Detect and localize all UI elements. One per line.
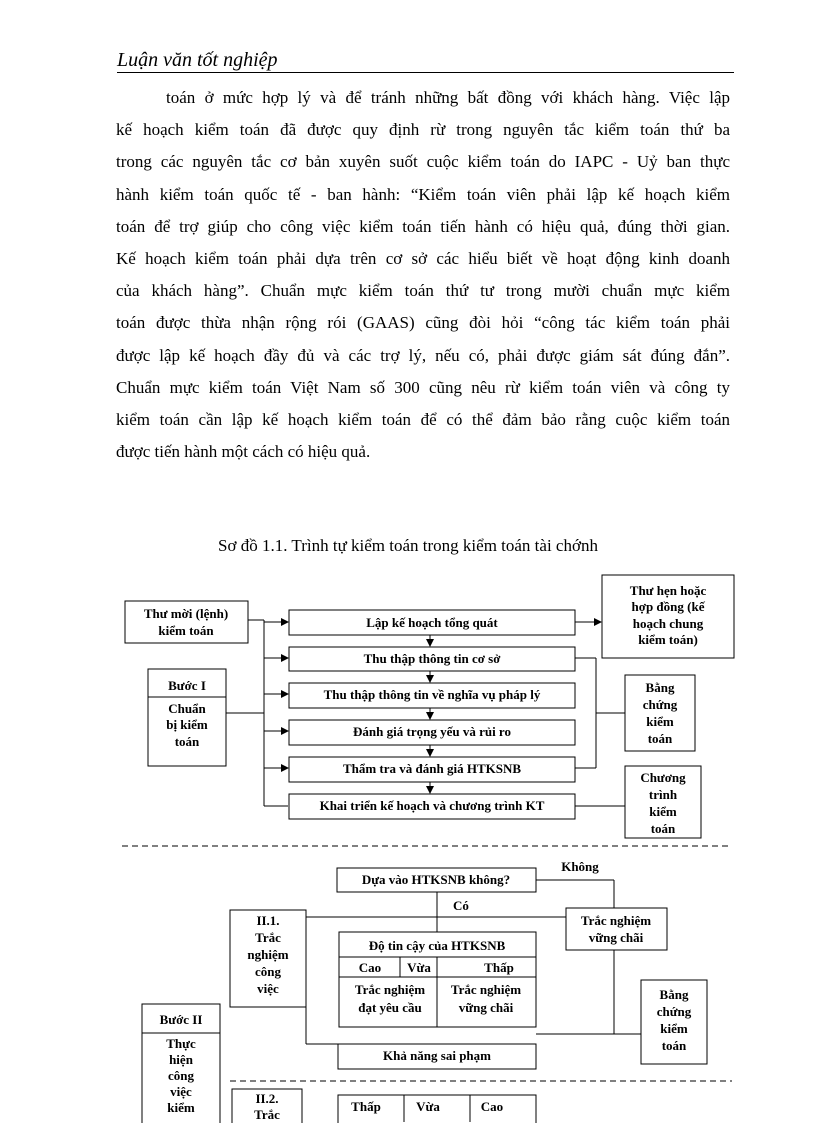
- step2-line: kiểm: [167, 1100, 195, 1115]
- evidence2-line: chứng: [656, 1004, 692, 1019]
- plan-step-label: Lập kế hoạch tổng quát: [366, 615, 498, 630]
- step2-line: hiện: [169, 1052, 193, 1067]
- diagram-caption: Sơ đồ 1.1. Trình tự kiểm toán trong kiểm toán tài chớnh: [218, 536, 598, 555]
- no-label: Không: [561, 859, 599, 874]
- level-label: Cao: [358, 960, 382, 975]
- text-line: hành kiểm toán quốc tế - ban hành: “Kiểm toán viên phải lập kế hoạch kiểm: [116, 184, 730, 204]
- ii2-line: II.2.: [255, 1091, 279, 1106]
- evidence-box-1: [625, 675, 695, 751]
- level2-label: Thấp: [351, 1099, 381, 1114]
- evidence-box-2: [641, 980, 707, 1064]
- invite-line: kiểm toán: [158, 623, 214, 638]
- step1-line: toán: [174, 734, 200, 749]
- step2-line: công: [168, 1068, 194, 1083]
- text-line: kiểm toán cần lập kế hoạch kiểm toán để có thể đảm bảo rằng cuộc kiểm toán: [116, 409, 730, 429]
- reliability-title: Độ tin cậy của HTKSNB: [368, 938, 506, 953]
- misstatement-label: Khả năng sai phạm: [382, 1048, 492, 1063]
- step1-title: Bước I: [168, 678, 206, 693]
- test-firm-inner-line: Trắc nghiệm: [450, 982, 522, 997]
- contract-line: hoạch chung: [632, 616, 704, 631]
- evidence2-line: toán: [661, 1038, 687, 1053]
- program-line: toán: [650, 821, 676, 836]
- yes-label: Có: [453, 898, 469, 913]
- ii1-line: Trắc: [255, 930, 281, 945]
- ii1-line: việc: [257, 981, 279, 996]
- text-line: kế hoạch kiểm toán đã được quy định rừ trong nguyên tắc kiểm toán thứ ba: [116, 120, 730, 140]
- text-line: toán được thừa nhận rộng rói (GAAS) cũng đòi hỏi “công tác kiểm toán phải: [116, 313, 730, 333]
- text-line: được tiến hành một cách có hiệu quả.: [116, 442, 371, 462]
- plan-step-label: Thu thập thông tin về nghĩa vụ pháp lý: [323, 687, 541, 702]
- firm-test-box: [566, 908, 667, 950]
- program-line: trình: [648, 787, 678, 802]
- step1-box: [148, 669, 226, 766]
- evidence1-line: Bằng: [645, 680, 675, 695]
- program-line: kiểm: [649, 804, 677, 819]
- level-label: Vừa: [407, 960, 431, 975]
- level-table-2: [338, 1095, 536, 1123]
- program-line: Chương: [640, 770, 686, 785]
- question-box: [337, 868, 536, 892]
- test-firm-inner-line: vững chãi: [458, 1000, 514, 1015]
- evidence1-line: chứng: [642, 697, 678, 712]
- ii2-line: Trắc: [254, 1107, 280, 1122]
- step2-title: Bước II: [159, 1012, 203, 1027]
- firm-test-line: vững chãi: [588, 930, 644, 945]
- plan-step-label: Khai triển kế hoạch và chương trình KT: [319, 798, 545, 813]
- ii2-box: [232, 1089, 302, 1123]
- program-box: [625, 766, 701, 838]
- contract-line: kiểm toán): [638, 632, 698, 647]
- contract-box: [602, 575, 734, 658]
- plan-step-label: Đánh giá trọng yếu và rủi ro: [353, 724, 511, 739]
- plan-step-label: Thẩm tra và đánh giá HTKSNB: [342, 761, 522, 776]
- reliability-table: [339, 932, 536, 1027]
- test-met-line: Trắc nghiệm: [354, 982, 426, 997]
- text-line: toán để trợ giúp cho công việc kiểm toán tiến hành có hiệu quả, đúng thời gian.: [116, 216, 730, 236]
- ii1-line: công: [255, 964, 281, 979]
- evidence1-line: toán: [647, 731, 673, 746]
- ii1-box: [230, 910, 306, 1007]
- step2-line: việc: [170, 1084, 192, 1099]
- text-line: trong các nguyên tắc cơ bản xuyên suốt cuộc kiểm toán do IAPC - Uỷ ban thực: [116, 152, 730, 172]
- contract-line: hợp đồng (kế: [631, 599, 705, 614]
- level-label: Thấp: [484, 960, 514, 975]
- level2-label: Vừa: [416, 1099, 440, 1114]
- evidence2-line: Bằng: [659, 987, 689, 1002]
- step2-box: [142, 1004, 220, 1123]
- header-title: Luận văn tốt nghiệp: [117, 49, 278, 71]
- evidence1-line: kiểm: [646, 714, 674, 729]
- plan-steps: [289, 610, 575, 819]
- text-line: Chuẩn mực kiểm toán Việt Nam số 300 cũng nêu rừ kiểm toán viên và công ty: [116, 377, 730, 397]
- evidence2-line: kiểm: [660, 1021, 688, 1036]
- text-line: được lập kế hoạch đầy đủ và các trợ lý, nếu có, phải được giám sát đúng đắn”.: [116, 345, 730, 365]
- step1-line: Chuẩn: [168, 701, 206, 716]
- ii1-line: nghiệm: [247, 947, 289, 962]
- text-line: Kế hoạch kiểm toán phải dựa trên cơ sở các hiểu biết về hoạt động kinh doanh: [116, 248, 730, 268]
- invite-box: [125, 601, 248, 643]
- ii1-line: II.1.: [256, 913, 280, 928]
- test-met-line: đạt yêu cầu: [358, 1000, 422, 1015]
- text-line: của khách hàng”. Chuẩn mực kiểm toán thứ tư trong mười chuẩn mực kiểm: [116, 281, 730, 301]
- text-line: toán ở mức hợp lý và để tránh những bất đồng với khách hàng. Việc lập: [166, 88, 730, 107]
- misstatement-box: [338, 1044, 536, 1069]
- level2-label: Cao: [480, 1099, 504, 1114]
- contract-line: Thư hẹn hoặc: [629, 583, 707, 598]
- question-label: Dựa vào HTKSNB không?: [361, 872, 511, 887]
- plan-step-label: Thu thập thông tin cơ sở: [363, 651, 501, 666]
- step2-line: Thực: [166, 1036, 196, 1051]
- invite-line: Thư mời (lệnh): [143, 606, 229, 621]
- step1-line: bị kiểm: [166, 717, 208, 732]
- firm-test-line: Trắc nghiệm: [580, 913, 652, 928]
